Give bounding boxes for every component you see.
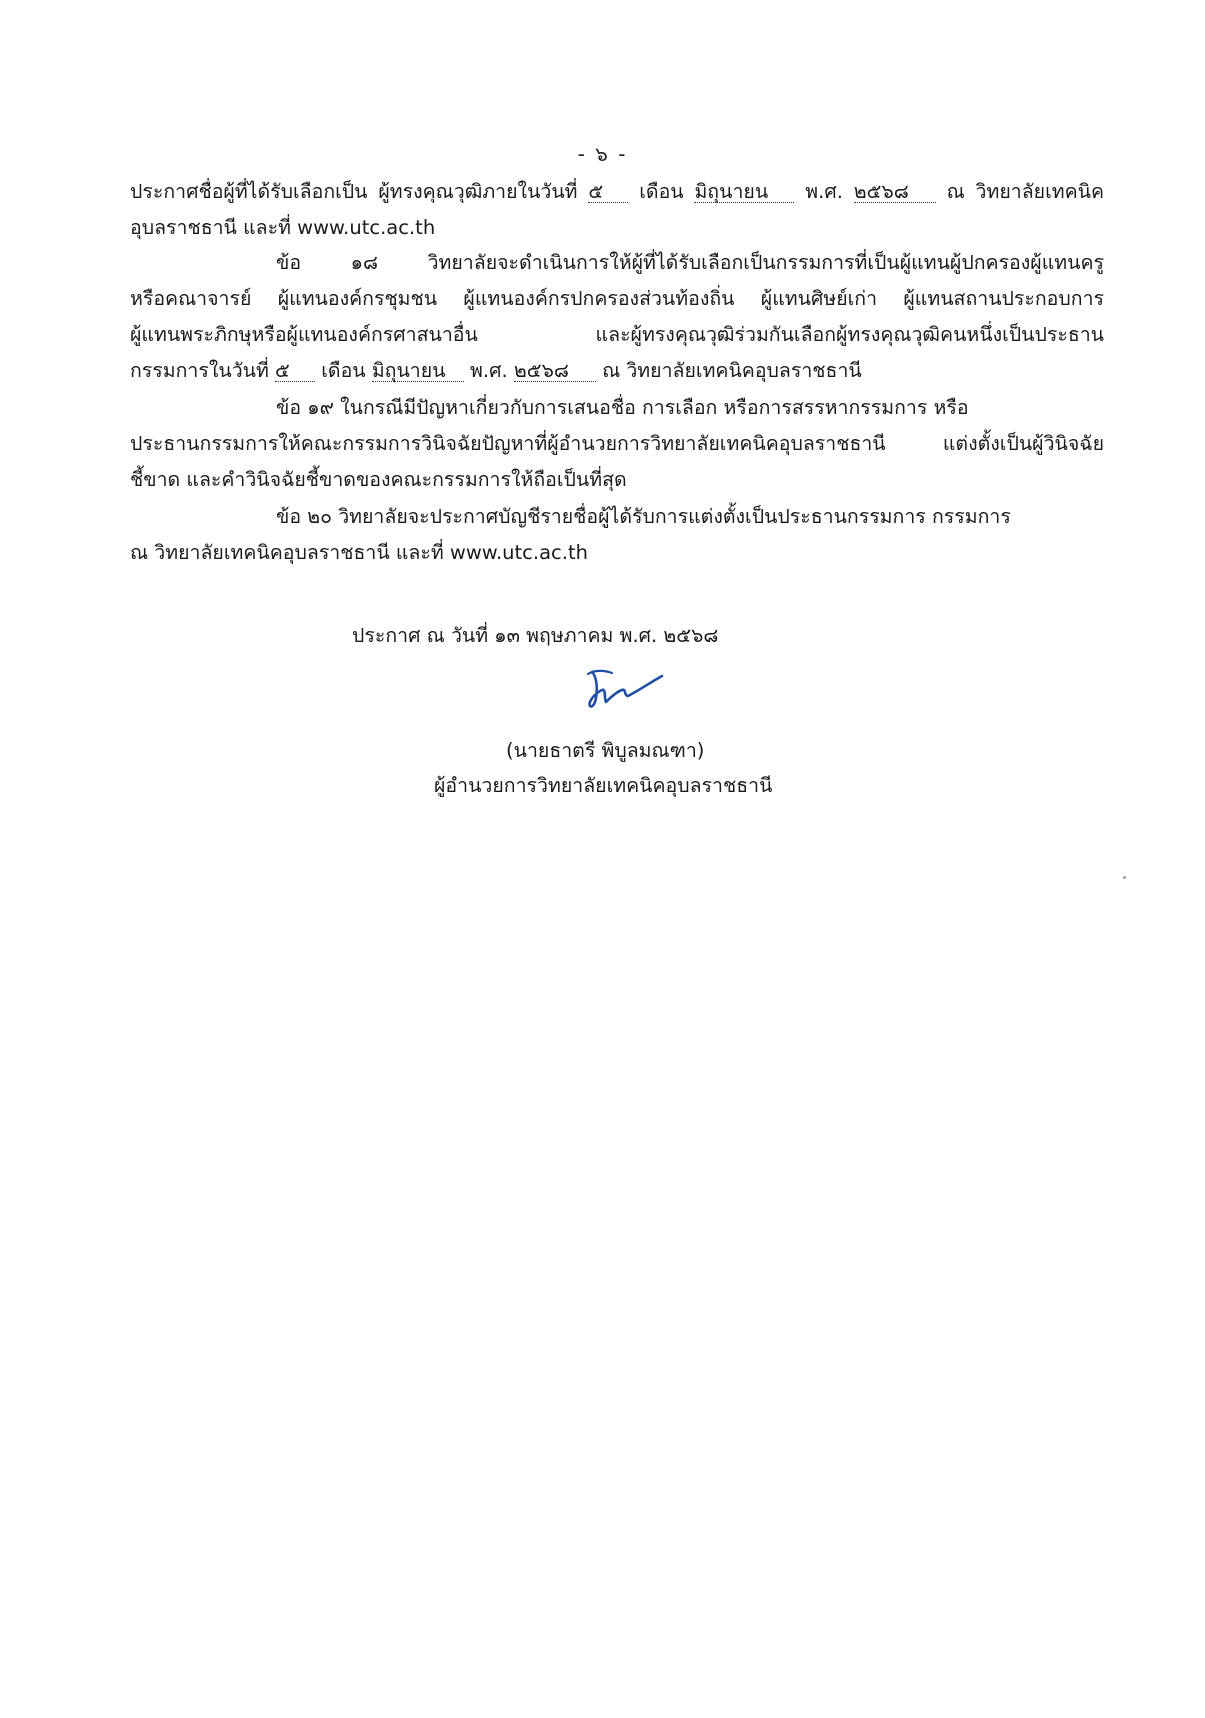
fill-month: มิถุนายน [694,182,794,203]
article-18-line-3: ผู้แทนพระภิกษุหรือผู้แทนองค์กรศาสนาอื่น และผู้ทรงคุณวุฒิร่วมกันเลือกผู้ทรงคุณวุฒิคนหนึ่งเป็นประธาน [130,323,1104,346]
page-number: - ๖ - [577,142,628,166]
fill-month: มิถุนายน [372,361,464,382]
article-18 [130,245,1104,389]
article-19-line-2: ประธานกรรมการให้คณะกรรมการวินิจฉัยปัญหาที่ผู้อำนวยการวิทยาลัยเทคนิคอุบลราชธานี แต่งตั้งเป็นผู้วินิจฉัย [130,432,1104,455]
article-19 [130,390,1104,498]
continuation-line-2: อุบลราชธานี และที่ www.utc.ac.th [130,216,436,239]
article-20-line-1: ข้อ ๒๐ วิทยาลัยจะประกาศบัญชีรายชื่อผู้ได้รับการแต่งตั้งเป็นประธานกรรมการ กรรมการ [276,505,1011,528]
article-18-line-4: กรรมการในวันที่ ๕ เดือน มิถุนายน พ.ศ. ๒๕๖๘ ณ วิทยาลัยเทคนิคอุบลราชธานี [130,359,862,382]
signer-name: (นายธาตรี พิบูลมณฑา) [506,739,705,762]
article-19-line-1: ข้อ ๑๙ ในกรณีมีปัญหาเกี่ยวกับการเสนอชื่อ การเลือก หรือการสรรหากรรมการ หรือ [276,396,969,419]
fill-day: ๕ [275,361,315,382]
fill-year: ๒๕๖๘ [854,182,936,203]
fill-day: ๕ [588,182,628,203]
article-20 [130,499,1104,571]
article-18-line-2: หรือคณาจารย์ ผู้แทนองค์กรชุมชน ผู้แทนองค์กรปกครองส่วนท้องถิ่น ผู้แทนศิษย์เก่า ผู้แทนสถานประกอบการ [130,287,1104,310]
article-18-line-1: ข้อ ๑๘ วิทยาลัยจะดำเนินการให้ผู้ที่ได้รับเลือกเป็นกรรมการที่เป็นผู้แทนผู้ปกครองผู้แทนครู [276,251,1104,274]
scan-speck [1123,876,1126,879]
article-20-line-2: ณ วิทยาลัยเทคนิคอุบลราชธานี และที่ www.utc.ac.th [130,541,588,564]
continuation-line-1: ประกาศชื่อผู้ที่ได้รับเลือกเป็น ผู้ทรงคุณวุฒิภายในวันที่ ๕ เดือน มิถุนายน พ.ศ. ๒๕๖๘ ณ วิทยาลัยเทคนิค [130,180,1105,203]
continuation-paragraph [130,174,1104,246]
signature-image [582,664,668,714]
article-19-line-3: ชี้ขาด และคำวินิจฉัยชี้ขาดของคณะกรรมการให้ถือเป็นที่สุด [130,468,627,491]
signer-position: ผู้อำนวยการวิทยาลัยเทคนิคอุบลราชธานี [434,774,773,797]
fill-year: ๒๕๖๘ [514,361,596,382]
announcement-date: ประกาศ ณ วันที่ ๑๓ พฤษภาคม พ.ศ. ๒๕๖๘ [352,624,719,647]
